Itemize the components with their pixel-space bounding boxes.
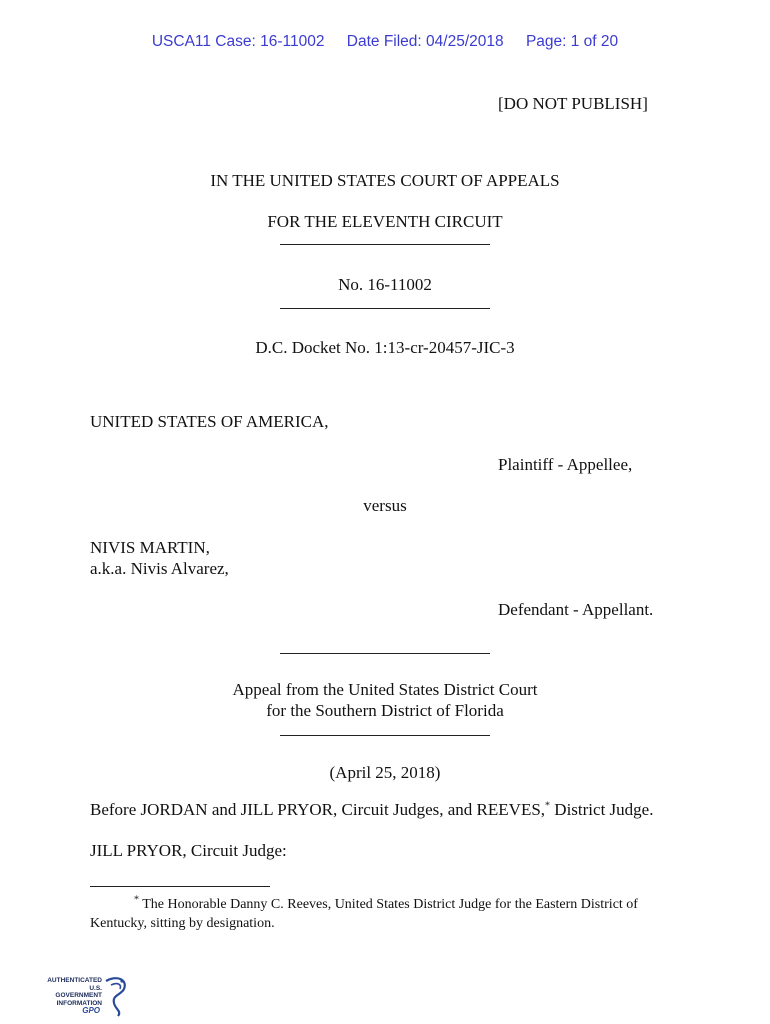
header-filed: Date Filed: 04/25/2018	[346, 33, 504, 50]
case-number: No. 16-11002	[338, 275, 432, 294]
seal-line1: AUTHENTICATED	[47, 977, 102, 984]
panel-tail: District Judge.	[550, 800, 654, 819]
defendant-name: NIVIS MARTIN,	[90, 538, 210, 557]
versus: versus	[363, 496, 407, 515]
seal-line3: INFORMATION	[56, 999, 102, 1007]
footnote-rule	[90, 886, 270, 887]
header-page: Page: 1 of 20	[525, 33, 619, 50]
footnote-text: The Honorable Danny C. Reeves, United States District Judge for the Eastern District of	[139, 897, 638, 912]
eagle-icon	[102, 975, 130, 1017]
seal-line4: GPO	[82, 1006, 100, 1015]
divider	[280, 308, 490, 309]
plaintiff-role: Plaintiff - Appellee,	[498, 455, 633, 474]
defendant-role: Defendant - Appellant.	[498, 600, 654, 619]
footnote-line1	[134, 895, 638, 914]
header-case: USCA11 Case: 16-11002	[151, 33, 325, 50]
appeal-from: Appeal from the United States District Court	[232, 680, 538, 699]
footnote-mark: *	[134, 894, 139, 906]
opinion-author: JILL PRYOR, Circuit Judge:	[90, 841, 287, 860]
page-header	[0, 33, 770, 51]
plaintiff-name: UNITED STATES OF AMERICA,	[90, 412, 329, 431]
circuit-title: FOR THE ELEVENTH CIRCUIT	[267, 212, 503, 231]
divider	[280, 735, 490, 736]
gpo-seal	[44, 975, 134, 1017]
panel-text: Before JORDAN and JILL PRYOR, Circuit Judges, and REEVES,	[90, 800, 546, 819]
footnote-ref: *	[545, 800, 551, 812]
panel-line	[90, 800, 653, 820]
divider	[280, 244, 490, 245]
seal-line2: U.S. GOVERNMENT	[55, 984, 102, 999]
appeal-district: for the Southern District of Florida	[266, 701, 504, 720]
divider	[280, 653, 490, 654]
docket-number: D.C. Docket No. 1:13-cr-20457-JIC-3	[255, 338, 515, 357]
court-title: IN THE UNITED STATES COURT OF APPEALS	[210, 171, 560, 190]
defendant-aka: a.k.a. Nivis Alvarez,	[90, 559, 229, 578]
publish-notice: [DO NOT PUBLISH]	[498, 94, 648, 113]
decision-date: (April 25, 2018)	[329, 763, 441, 782]
footnote-line2: Kentucky, sitting by designation.	[90, 916, 275, 931]
